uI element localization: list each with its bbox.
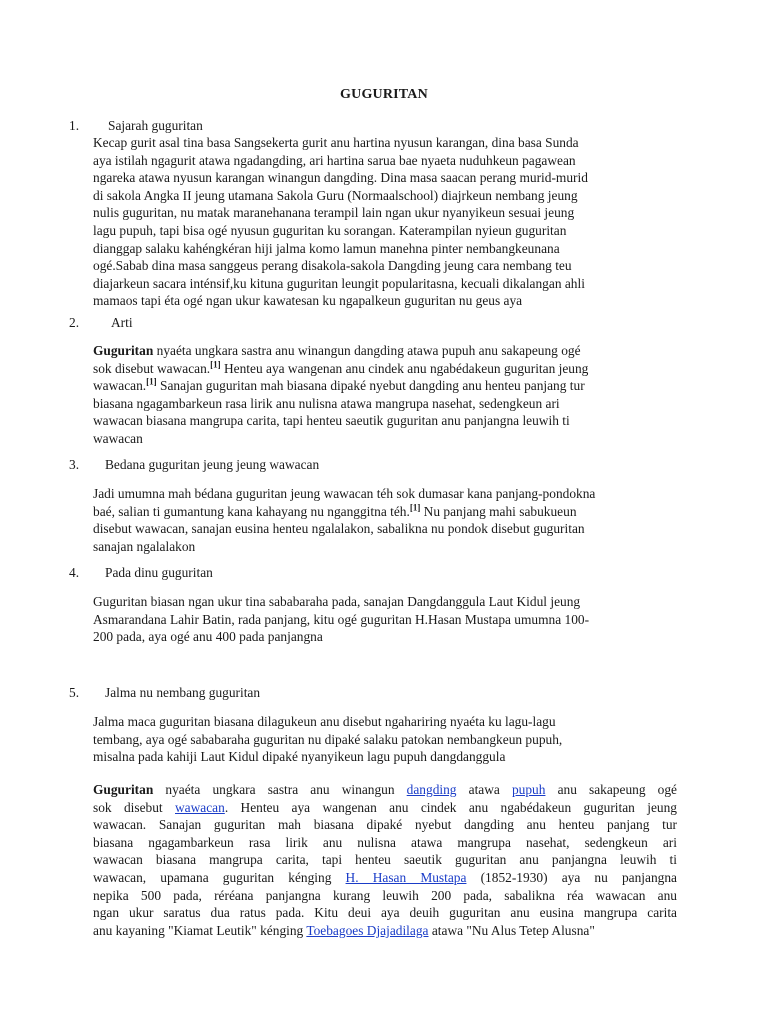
link-pupuh[interactable]: pupuh [511, 782, 546, 797]
final-paragraph: Guguritan nyaéta ungkara sastra anu winangun dangding atawa pupuh anu sakapeung ogé sok disebut wawacan. Henteu aya wangenan anu cindek anu ngabédakeun guguritan jeung wawacan. Sanajan guguritan mah biasana dipaké nyebut dangding anu henteu panjang tur biasana ngagambarkeun rasa lirik anu nulisna atawa mangrupa nasehat, sedengkeun ari wawacan biasana mangrupa carita, tapi henteu saeutik guguritan anu panjangna leuwih ti wawacan, upamana guguritan kénging H. Hasan Mustapa (1852-1930) aya nu panjangna nepika 500 pada, réréana panjangna kurang leuwih 200 pada, sabalikna réa wawacan anu ngan ukur saratus dua ratus pada. Kitu deui aya deuih guguritan anu eusina mangrupa carita anu kayaning "Kiamat Leutik" kénging Toebagoes Djajadilaga atawa "Nu Alus Tetep Alusna" [93, 782, 677, 938]
bold-term: Guguritan [93, 343, 154, 358]
reference-marker[interactable]: [1] [210, 359, 221, 370]
link-dangding[interactable]: dangding [406, 782, 457, 797]
reference-marker[interactable]: [1] [409, 502, 421, 513]
section-3-body: Jadi umumna mah bédana guguritan jeung wawacan téh sok dumasar kana panjang-pondokna baé, salian ti gumantung kana kahayang nu nganggitna téh.[1] Nu panjang mahi sabukueun disebut wawacan, sanajan eusina henteu ngalalakon, sabalikna nu pondok disebut guguritan sanajan ngalalakon [93, 486, 596, 554]
section-4-body: Guguritan biasan ngan ukur tina sababaraha pada, sanajan Dangdanggula Laut Kidul jeung Asmarandana Lahir Batin, rada panjang, kitu ogé guguritan H.Hasan Mustapa umumna 100- 200 pada, aya ogé anu 400 pada panjangna [93, 594, 590, 645]
section-3-heading: 3. Bedana guguritan jeung jeung wawacan [69, 457, 320, 472]
document-title: GUGURITAN [340, 87, 428, 102]
section-5-heading: 5. Jalma nu nembang guguritan [69, 685, 261, 700]
section-5-body: Jalma maca guguritan biasana dilagukeun anu disebut ngahariring nyaéta ku lagu-lagu tembang, aya ogé sababaraha guguritan nu dipaké salaku patokan nembangkeun pupuh, misalna pada kahiji Laut Kidul dipaké nyanyikeun lagu pupuh dangdanggula [93, 714, 563, 765]
reference-marker[interactable]: [1] [146, 376, 157, 387]
section-2-body: Guguritan nyaéta ungkara sastra anu winangun dangding atawa pupuh anu sakapeung ogé sok disebut wawacan.[1] Henteu aya wangenan anu cindek anu ngabédakeun guguritan jeung wawacan.[1] Sanajan guguritan mah biasana dipaké nyebut dangding anu henteu panjang tur biasana ngagambarkeun rasa lirik anu nulisna atawa mangrupa nasehat, sedengkeun ari wawacan biasana mangrupa carita, tapi henteu saeutik guguritan anu panjangna leuwih ti wawacan [93, 343, 589, 446]
link-toebagoes-djajadilaga[interactable]: Toebagoes Djajadilaga [306, 922, 429, 938]
section-1-body: Kecap gurit asal tina basa Sangsekerta gurit anu hartina nyusun karangan, dina basa Sunda aya istilah ngagurit atawa ngadangding, ari hartina sarua bae nyaeta nuduhkeun pagawean ngareka atawa nyusun karangan winangun dangding. Dina masa saacan perang murid-murid di sakola Angka II jeung utamana Sakola Guru (Normaalschool) diajrkeun nembang jeung nulis guguritan, nu matak maranehanana terampil lain ngan ukur nyanyikeun sesuai jeung lagu pupuh, tapi bisa ogé nyusun guguritan ku sorangan. Katerampilan nyieun guguritan dianggap salaku kahéngkéran hiji jalma komo lamun manehna pinter nembangkeunana ogé.Sabab dina masa sanggeus perang disakola-sakola Dangding jeung cara nembang teu diajarkeun sacara inténsif,ku kituna guguritan leungit popularitasna, kecuali dikalangan ahli mamaos tapi éta ogé ngan ukur kawatesan ku ngapalkeun guguritan nu geus aya [93, 135, 588, 309]
section-4-heading: 4. Pada dinu guguritan [69, 565, 213, 580]
link-wawacan[interactable]: wawacan [175, 799, 225, 815]
link-hasan-mustapa[interactable]: H. Hasan Mustapa [345, 869, 467, 885]
section-1-heading: 1. Sajarah guguritan [69, 118, 203, 133]
bold-term: Guguritan [93, 782, 154, 797]
section-2-heading: 2. Arti [69, 315, 133, 330]
